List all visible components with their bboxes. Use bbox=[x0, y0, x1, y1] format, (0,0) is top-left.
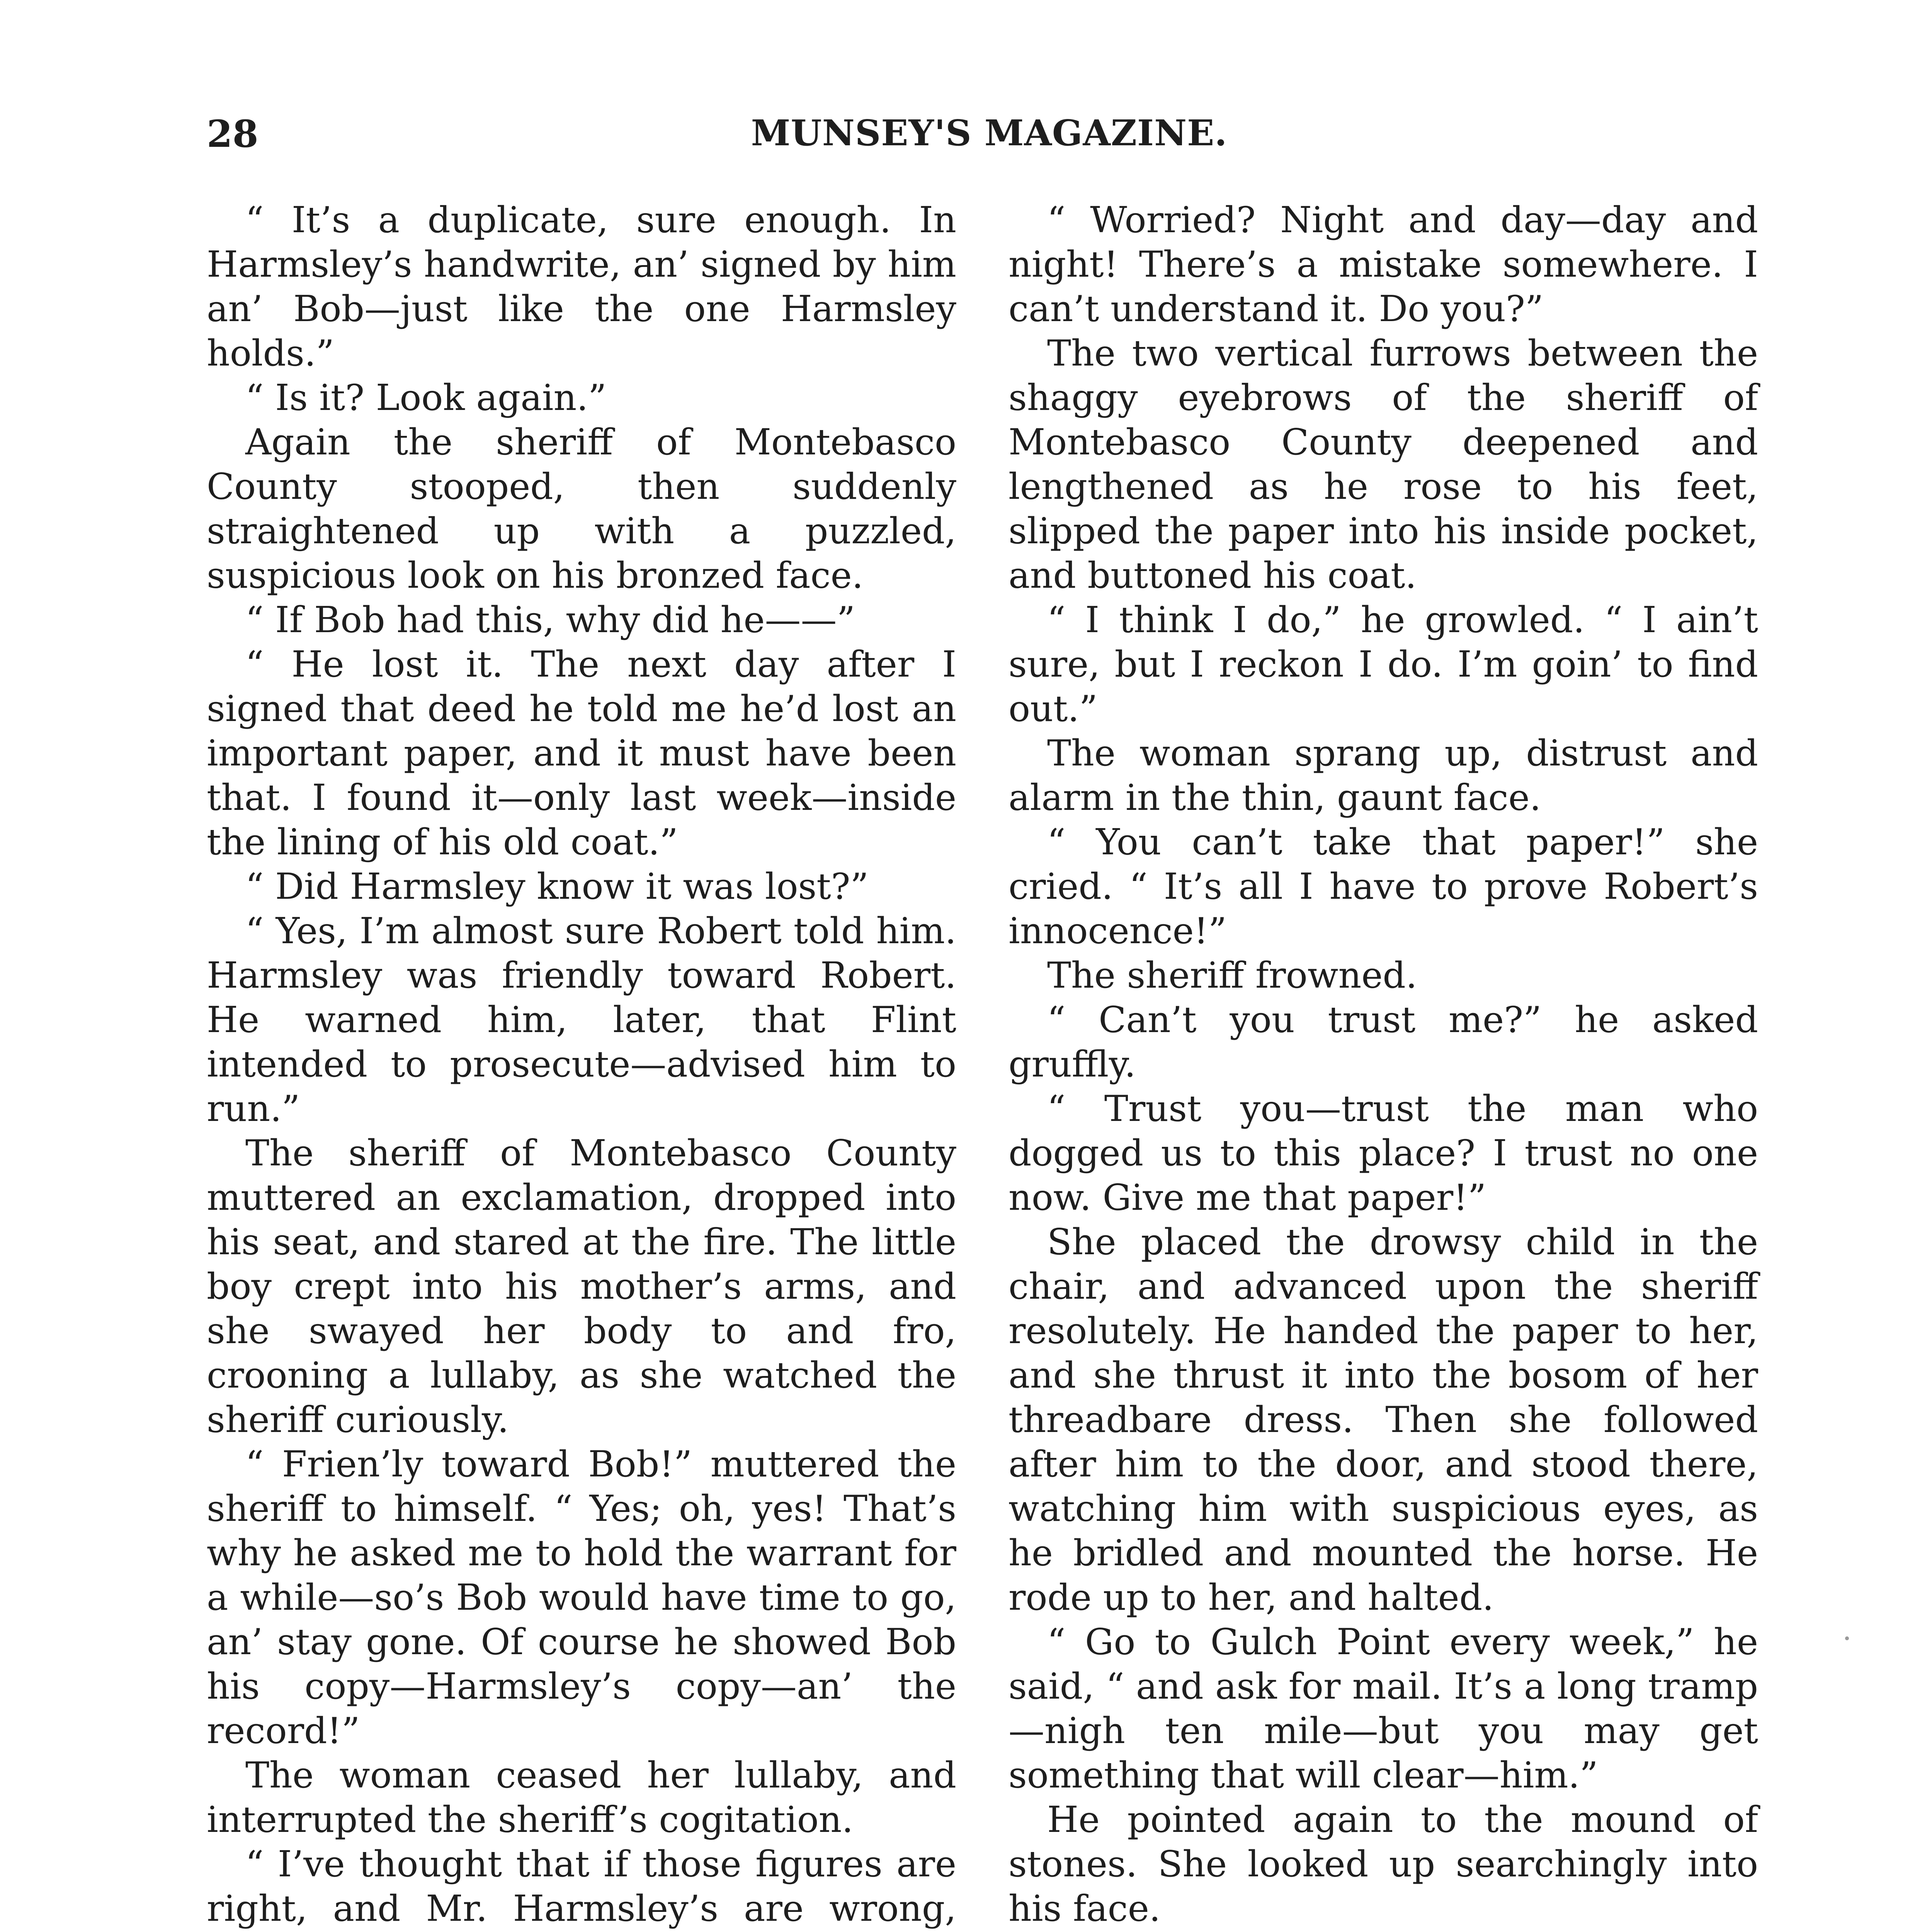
running-head: MUNSEY'S MAGAZINE. bbox=[751, 112, 1228, 154]
paragraph: “ Trust you—trust the man who dogged us to this place? I trust no one now. Give me that paper!” bbox=[1009, 1088, 1758, 1218]
paragraph: The sheriff of Montebasco County muttered an exclamation, dropped into his seat, and stared at the fire. The little boy crept into his mother’s arms, and she swayed her body to and fro, crooning a lullaby, as she watched the sheriff curiously. bbox=[207, 1132, 956, 1440]
page-header bbox=[207, 112, 1772, 162]
paragraph: “ Go to Gulch Point every week,” he said, “ and ask for mail. It’s a long tramp—nigh ten mile—but you may get something that will clear—him.” bbox=[1009, 1621, 1758, 1796]
paragraph: The sheriff frowned. bbox=[1047, 954, 1417, 996]
paragraph: “ Yes, I’m almost sure Robert told him. Harmsley was friendly toward Robert. He warned him, later, that Flint intended to prosecute—advised him to run.” bbox=[207, 910, 956, 1129]
paragraph: “ He lost it. The next day after I signed that deed he told me he’d lost an important paper, and it must have been that. I found it—only last week—inside the lining of his old coat.” bbox=[207, 643, 956, 863]
paragraph: “ I think I do,” he growled. “ I ain’t sure, but I reckon I do. I’m goin’ to find out.” bbox=[1009, 599, 1758, 730]
paragraph: She placed the drowsy child in the chair, and advanced upon the sheriff resolutely. He handed the paper to her, and she thrust it into the bosom of her threadbare dress. Then she followed after him to the door, and stood there, watching him with suspicious eyes, as he bridled and mounted the horse. He rode up to her, and halted. bbox=[1009, 1221, 1758, 1618]
paragraph: Again the sheriff of Montebasco County stooped, then suddenly straightened up with a puzzled, suspicious look on his bronzed face. bbox=[207, 421, 956, 596]
right-column bbox=[1009, 198, 1758, 1932]
paragraph: “ Can’t you trust me?” he asked gruffly. bbox=[1009, 999, 1758, 1085]
paragraph: “ Frien’ly toward Bob!” muttered the sheriff to himself. “ Yes; oh, yes! That’s why he asked me to hold the warrant for a while—so’s Bob would have time to go, an’ stay gone. Of course he showed Bob his copy—Harmsley’s copy—an’ the record!” bbox=[207, 1443, 956, 1752]
paragraph: The woman ceased her lullaby, and interrupted the sheriff’s cogitation. bbox=[207, 1754, 956, 1840]
paragraph: “ Worried? Night and day—day and night! There’s a mistake somewhere. I can’t understand it. Do you?” bbox=[1009, 199, 1758, 330]
paragraph: “ You can’t take that paper!” she cried. “ It’s all I have to prove Robert’s innocence!” bbox=[1009, 821, 1758, 952]
paragraph: “ If Bob had this, why did he——” bbox=[245, 599, 855, 641]
paragraph: “ Did Harmsley know it was lost?” bbox=[245, 866, 869, 907]
page-number: 28 bbox=[207, 112, 259, 156]
paragraph: “ It’s a duplicate, sure enough. In Harmsley’s handwrite, an’ signed by him an’ Bob—just like the one Harmsley holds.” bbox=[207, 199, 956, 374]
left-column bbox=[207, 198, 956, 1932]
paragraph: The woman sprang up, distrust and alarm in the thin, gaunt face. bbox=[1009, 732, 1758, 818]
paragraph: “ Is it? Look again.” bbox=[245, 377, 607, 418]
scan-specks bbox=[1816, 1623, 1917, 1932]
paragraph: The two vertical furrows between the shaggy eyebrows of the sheriff of Montebasco County deepened and lengthened as he rose to his feet, slipped the paper into his inside pocket, and buttoned his coat. bbox=[1009, 332, 1758, 596]
paragraph: He pointed again to the mound of stones. She looked up searchingly into his face. bbox=[1009, 1799, 1758, 1929]
paragraph: “ I’ve thought that if those figures are right, and Mr. Harmsley’s are wrong, bbox=[207, 1843, 956, 1929]
